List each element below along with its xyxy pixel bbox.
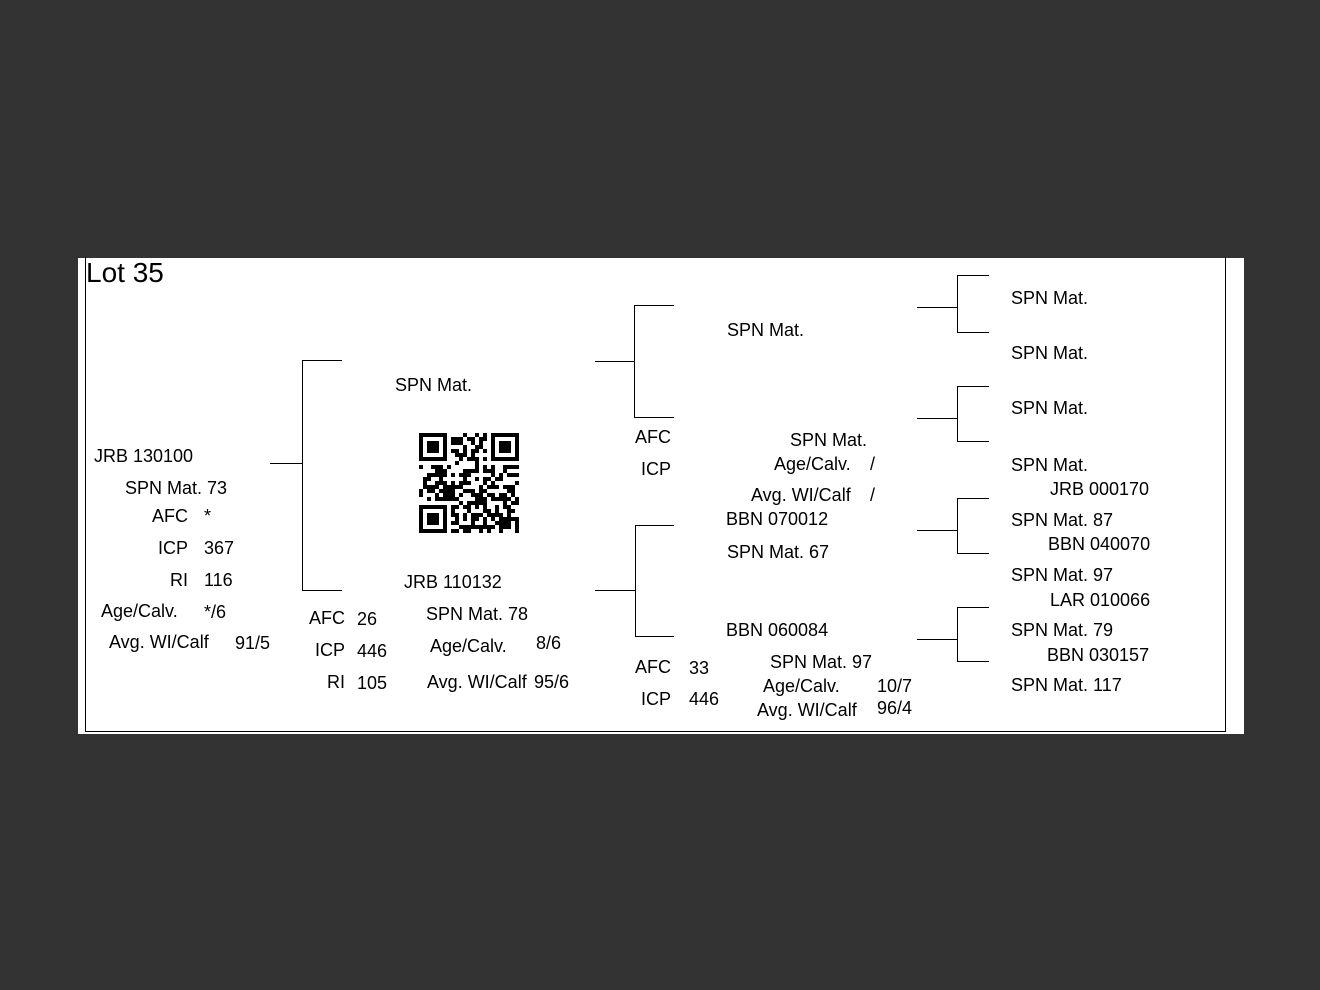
sire-dam-avgwi-label: Avg. WI/Calf: [751, 485, 851, 505]
sire-dam-agecalv-label: Age/Calv.: [774, 454, 851, 474]
dam-icp-value: 446: [357, 641, 388, 661]
dam-id: JRB 110132: [404, 572, 502, 592]
bracket-line: [302, 590, 342, 591]
sire-sire-spn: SPN Mat.: [727, 320, 805, 340]
dam-dam-avgwi-value: 96/4: [877, 698, 913, 718]
bracket-line: [957, 498, 989, 499]
dam-dam-icp-value: 446: [689, 689, 720, 709]
bracket-line: [635, 525, 636, 636]
sire-dam-afc-label: AFC: [635, 427, 671, 447]
bracket-line: [957, 498, 958, 553]
dam-spn: SPN Mat. 78: [426, 604, 529, 624]
dam-avgwi-value: 95/6: [534, 672, 570, 692]
bracket-line: [957, 386, 989, 387]
dam-dam-agecalv-label: Age/Calv.: [763, 676, 840, 696]
animal-avgwi-label: Avg. WI/Calf: [109, 632, 209, 652]
gen4-spn-5: SPN Mat. 87: [1011, 510, 1114, 530]
dam-agecalv-value: 8/6: [536, 633, 562, 653]
bracket-line: [957, 661, 989, 662]
gen4-id-7: LAR 010066: [1050, 590, 1151, 610]
sire-dam-icp-label: ICP: [640, 459, 671, 479]
bracket-line: [635, 636, 674, 637]
bracket-line: [957, 275, 989, 276]
bracket-line: [270, 463, 302, 464]
animal-ri-value: 116: [204, 570, 233, 590]
animal-afc-label: AFC: [152, 506, 188, 526]
animal-ri-label: RI: [170, 570, 188, 590]
dam-avgwi-label: Avg. WI/Calf: [427, 672, 527, 692]
gen4-id-8: BBN 030157: [1047, 645, 1150, 665]
gen4-spn-8: SPN Mat. 117: [1011, 675, 1122, 695]
dam-sire-spn: SPN Mat. 67: [727, 542, 830, 562]
lot-title: Lot 35: [86, 257, 164, 288]
dam-dam-afc-label: AFC: [635, 657, 671, 677]
bracket-line: [595, 361, 634, 362]
bracket-line: [634, 305, 674, 306]
bracket-line: [302, 360, 303, 590]
dam-sire-id: BBN 070012: [726, 509, 829, 529]
bracket-line: [635, 525, 674, 526]
qr-code-icon: [419, 433, 519, 533]
gen4-id-5: JRB 000170: [1050, 479, 1150, 499]
animal-afc-value: *: [204, 506, 212, 526]
dam-afc-value: 26: [357, 609, 378, 629]
pedigree-card: [78, 258, 1244, 734]
dam-dam-icp-label: ICP: [640, 689, 671, 709]
gen4-spn-3: SPN Mat.: [1011, 398, 1089, 418]
gen4-spn-1: SPN Mat.: [1011, 288, 1089, 308]
animal-avgwi-value: 91/5: [235, 633, 271, 653]
gen4-spn-4: SPN Mat.: [1011, 455, 1089, 475]
dam-agecalv-label: Age/Calv.: [430, 636, 507, 656]
dam-dam-avgwi-label: Avg. WI/Calf: [757, 700, 857, 720]
sire-dam-avgwi-value: /: [870, 485, 876, 505]
sire-dam-spn: SPN Mat.: [790, 430, 868, 450]
dam-ri-value: 105: [357, 673, 388, 693]
animal-id: JRB 130100: [94, 446, 194, 466]
gen4-spn-7: SPN Mat. 79: [1011, 620, 1114, 640]
dam-dam-spn: SPN Mat. 97: [770, 652, 873, 672]
bracket-line: [917, 530, 957, 531]
gen4-spn-2: SPN Mat.: [1011, 343, 1089, 363]
animal-icp-label: ICP: [157, 538, 188, 558]
bracket-line: [917, 418, 957, 419]
bracket-line: [917, 307, 957, 308]
dam-afc-label: AFC: [309, 608, 345, 628]
animal-agecalv-value: */6: [204, 602, 227, 622]
dam-dam-id: BBN 060084: [726, 620, 829, 640]
bracket-line: [634, 305, 635, 417]
bracket-line: [957, 275, 958, 332]
bracket-line: [957, 607, 958, 661]
animal-icp-value: 367: [204, 538, 235, 558]
gen4-id-6: BBN 040070: [1048, 534, 1151, 554]
sire-spn: SPN Mat.: [395, 375, 473, 395]
dam-ri-label: RI: [327, 672, 345, 692]
animal-spn: SPN Mat. 73: [125, 478, 228, 498]
bracket-line: [917, 639, 957, 640]
bracket-line: [595, 590, 635, 591]
bracket-line: [302, 360, 342, 361]
dam-dam-afc-value: 33: [689, 658, 710, 678]
bracket-line: [957, 332, 989, 333]
dam-dam-agecalv-value: 10/7: [877, 676, 913, 696]
bracket-line: [957, 553, 989, 554]
bracket-line: [957, 386, 958, 441]
bracket-line: [957, 441, 989, 442]
gen4-spn-6: SPN Mat. 97: [1011, 565, 1114, 585]
sire-dam-agecalv-value: /: [870, 454, 876, 474]
bracket-line: [634, 417, 674, 418]
dam-icp-label: ICP: [314, 640, 345, 660]
animal-agecalv-label: Age/Calv.: [101, 601, 178, 621]
bracket-line: [957, 607, 989, 608]
